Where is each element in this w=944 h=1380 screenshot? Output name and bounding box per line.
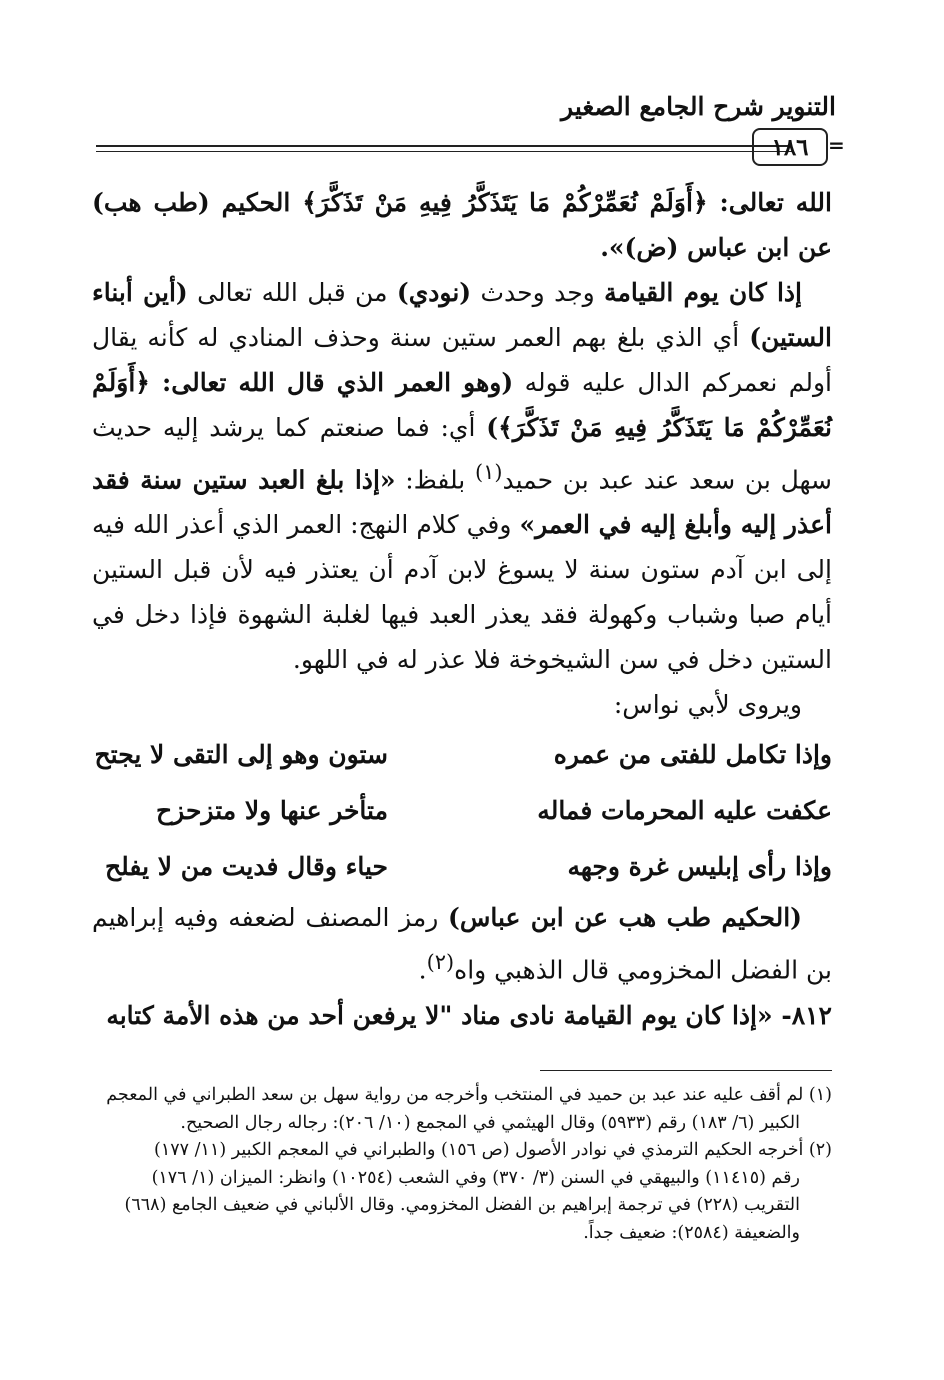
paragraph-continuation: الله تعالى: ﴿أَوَلَمْ نُعَمِّرْكُمْ مَا يَتَذَكَّرُ فِيهِ مَنْ تَذَكَّرَ﴾ الحكيم (طب هب) عن ابن عباس (ض)». <box>92 188 832 262</box>
hadith-phrase: (أين أبناء الستين) <box>92 278 832 352</box>
footnote-2-line: والضعيفة (٢٥٨٤): ضعيف جداً. <box>583 1222 800 1243</box>
source-codes: (الحكيم طب هب عن ابن عباس) <box>447 903 802 933</box>
footnote-2-line: (٢) أخرجه الحكيم الترمذي في نوادر الأصول (ص ١٥٦) والطبراني في المعجم الكبير (١١/ ١٧٧) <box>154 1140 832 1160</box>
footnote-1-line: الكبير (٦/ ١٨٣) رقم (٥٩٣٣) وقال الهيثمي في المجمع (١٠/ ٢٠٦): رجاله رجال الصحيح. <box>180 1112 800 1133</box>
commentary-text: رمز المصنف لضعفه وفيه إبراهيم بن الفضل المخزومي قال الذهبي واه <box>92 903 832 985</box>
footnote-2-line: رقم (١١٤١٥) والبيهقي في السنن (٣/ ٣٧٠) وفي الشعب (١٠٢٥٤) وانظر: الميزان (١/ ١٧٦) <box>151 1167 800 1188</box>
footnote-1-line: (١) لم أقف عليه عند عبد بن حميد في المنتخب وأخرجه من رواية سهل بن سعد الطبراني في المعجم <box>106 1085 832 1105</box>
paragraph-commentary <box>92 270 832 682</box>
page-number-mark: = <box>828 133 845 157</box>
commentary-text: من قبل الله تعالى <box>187 278 397 307</box>
footnote-2-line: التقريب (٢٢٨) في ترجمة إبراهيم بن الفضل المخزومي. وقال الألباني في ضعيف الجامع (٦٦٨) <box>124 1195 800 1215</box>
hadith-phrase: (وهو العمر الذي قال الله تعالى: ﴿أَوَلَمْ نُعَمِّرْكُمْ مَا يَتَذَكَّرُ فِيهِ مَنْ تَذَكَّرَ﴾) <box>92 368 832 442</box>
footnotes <box>92 1082 832 1247</box>
commentary-text: . <box>418 955 427 985</box>
poem-verse <box>92 783 832 839</box>
poem-verse <box>92 727 832 783</box>
poem-intro: ويروى لأبي نواس: <box>613 690 802 720</box>
verse-second-hemistich: متأخر عنها ولا متزحزح <box>156 796 388 826</box>
verse-first-hemistich: عكفت عليه المحرمات فماله <box>537 796 832 826</box>
poem-verse <box>92 839 832 895</box>
verse-first-hemistich: وإذا تكامل للفتى من عمره <box>553 740 832 770</box>
commentary-text: أي: فما صنعتم كما يرشد إليه حديث سهل بن سعد عند عبد بن حميد <box>92 413 832 495</box>
commentary-text: أي الذي بلغ بهم العمر ستين سنة وحذف المنادي له كأنه يقال أولم نعمركم الدال عليه قوله <box>92 323 833 397</box>
verse-second-hemistich: ستون وهو إلى التقى لا يجتح <box>94 740 388 770</box>
paragraph-grading <box>92 895 832 992</box>
footnote-ref-2[interactable]: (٢) <box>426 950 455 975</box>
hadith-phrase: إذا كان يوم القيامة <box>604 278 802 307</box>
page-number-box <box>752 128 828 166</box>
hadith-phrase: (نودي) <box>396 278 472 307</box>
commentary-text: بلفظ: <box>395 465 475 495</box>
hadith-quote: «إذا بلغ العبد ستين سنة فقد أعذر إليه وأبلغ إليه في العمر» <box>92 465 832 540</box>
commentary-text: وفي كلام النهج: العمر الذي أعذر الله فيه إلى ابن آدم ستون سنة لا يسوغ لابن آدم أن يعتذر فيه لأن قبل الستين أيام صبا وشباب وكهولة فقد يعذر العبد فيها لغلبة الشهوة فإذا دخل في الستين دخل في سن الشيخوخة فلا عذر له في اللهو. <box>92 510 832 675</box>
footnote-ref-1[interactable]: (١) <box>474 460 503 484</box>
commentary-text: وجد وحدث <box>471 278 605 307</box>
main-text <box>92 180 832 1038</box>
page-number: ١٨٦ <box>771 133 809 161</box>
verse-first-hemistich: وإذا رأى إبليس غرة وجهه <box>567 852 832 882</box>
verse-second-hemistich: حياء وقال فديت من لا يفلح <box>105 852 388 882</box>
hadith-812-start: ٨١٢- «إذا كان يوم القيامة نادى مناد "لا يرفعن أحد من هذه الأمة كتابه <box>106 1000 832 1030</box>
header-rule <box>96 145 792 152</box>
running-header-title: التنوير شرح الجامع الصغير <box>561 92 836 121</box>
footnote-rule <box>540 1070 832 1071</box>
